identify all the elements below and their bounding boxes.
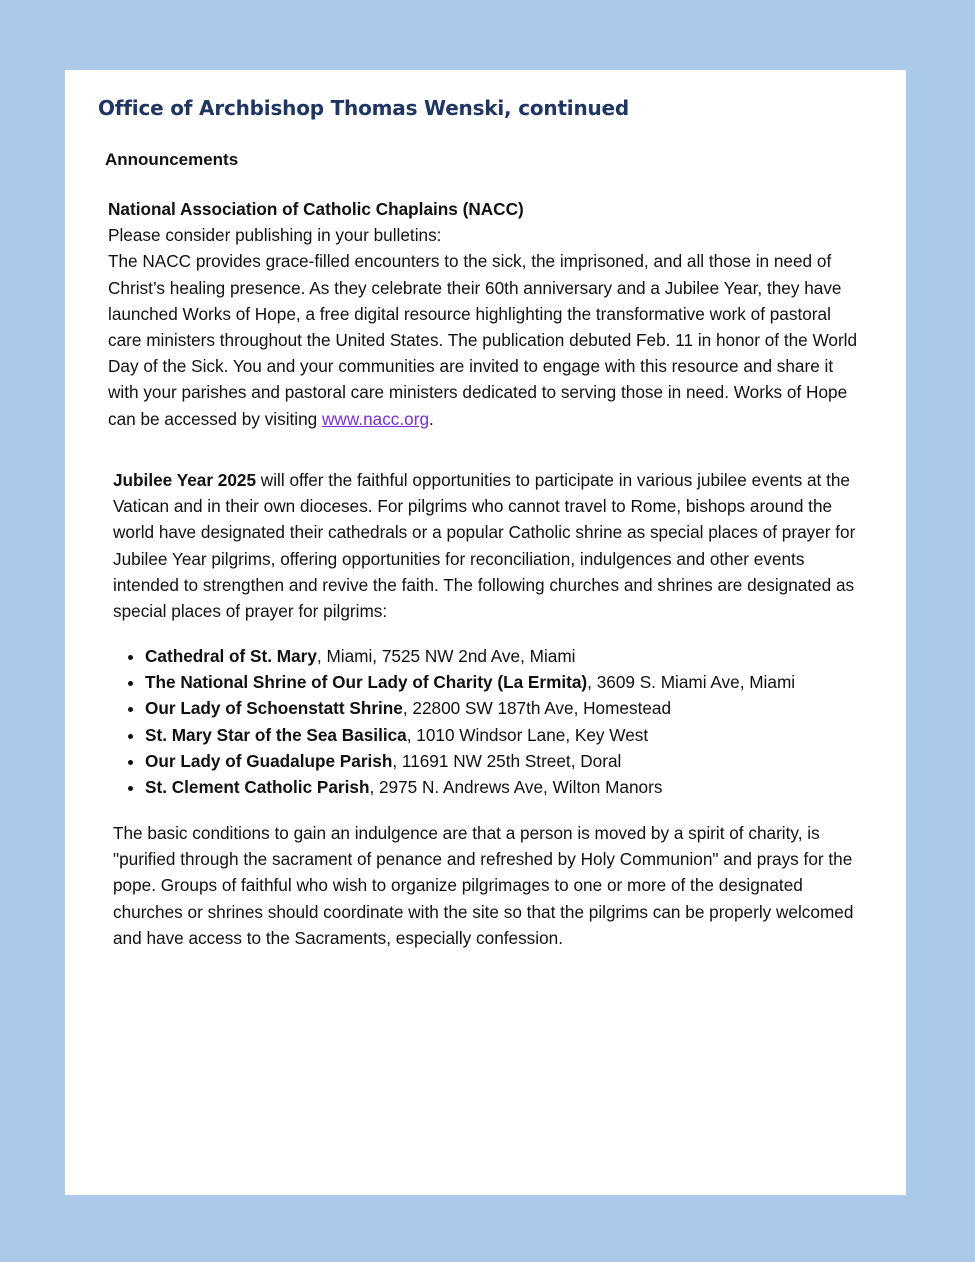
nacc-announcement xyxy=(108,196,868,432)
site-details: , 3609 S. Miami Ave, Miami xyxy=(587,672,796,693)
site-name: Our Lady of Schoenstatt Shrine xyxy=(145,698,403,719)
site-details: , 22800 SW 187th Ave, Homestead xyxy=(402,698,672,719)
indulgence-conditions-paragraph: The basic conditions to gain an indulgence are that a person is moved by a spirit of charity, is "purified through the sacrament of penance and refreshed by Holy Communion" and prays for the pope. Groups of faithful who wish to organize pilgrimages to one or more of the designated churches or shrines should coordinate with the site so that the pilgrims can be properly welcomed and have access to the Sacraments, especially confession. xyxy=(113,823,854,948)
nacc-body-paragraph xyxy=(108,248,868,431)
jubilee-announcement xyxy=(113,467,873,624)
nacc-intro: Please consider publishing in your bulletins: xyxy=(108,225,442,246)
list-item xyxy=(145,722,885,748)
jubilee-body: will offer the faithful opportunities to participate in various jubilee events at the Vatican and in their own dioceses. For pilgrims who cannot travel to Rome, bishops around the world have designated their cathedrals or a popular Catholic shrine as special places of prayer for Jubilee Year pilgrims, offering opportunities for reconciliation, indulgences and other events intended to strengthen and revive the faith. The following churches and shrines are designated as special places of prayer for pilgrims: xyxy=(113,470,856,622)
list-item xyxy=(145,695,885,721)
list-item xyxy=(145,748,885,774)
nacc-website-link[interactable]: www.nacc.org xyxy=(322,408,430,429)
nacc-heading: National Association of Catholic Chaplains (NACC) xyxy=(108,199,524,219)
site-details: , 1010 Windsor Lane, Key West xyxy=(406,724,649,745)
list-item xyxy=(145,774,885,800)
site-details: , 2975 N. Andrews Ave, Wilton Manors xyxy=(369,777,663,798)
document-page xyxy=(65,70,906,1195)
jubilee-paragraph xyxy=(113,467,873,624)
list-item xyxy=(145,669,885,695)
site-details: , 11691 NW 25th Street, Doral xyxy=(392,750,622,771)
nacc-body-end: . xyxy=(429,408,434,429)
site-details: , Miami, 7525 NW 2nd Ave, Miami xyxy=(316,646,576,666)
section-heading-announcements: Announcements xyxy=(105,150,239,169)
site-name: St. Mary Star of the Sea Basilica xyxy=(145,724,407,745)
list-item xyxy=(145,643,885,669)
nacc-body-text: The NACC provides grace-filled encounters to the sick, the imprisoned, and all those in need of Christ’s healing presence. As they celebrate their 60th anniversary and a Jubilee Year, they have launched Works of Hope, a free digital resource highlighting the transformative work of pastoral care ministers throughout the United States. The publication debuted Feb. 11 in honor of the World Day of the Sick. You and your communities are invited to engage with this resource and share it with your parishes and pastoral care ministers dedicated to serving those in need. Works of Hope can be accessed by visiting xyxy=(108,251,858,429)
page-title: Office of Archbishop Thomas Wenski, continued xyxy=(98,96,630,120)
site-name: St. Clement Catholic Parish xyxy=(145,777,370,798)
site-name: Cathedral of St. Mary xyxy=(145,646,317,666)
site-name: The National Shrine of Our Lady of Charity (La Ermita) xyxy=(145,672,588,693)
jubilee-lead: Jubilee Year 2025 xyxy=(113,470,257,490)
site-name: Our Lady of Guadalupe Parish xyxy=(145,750,393,771)
pilgrimage-sites-list xyxy=(113,643,885,800)
